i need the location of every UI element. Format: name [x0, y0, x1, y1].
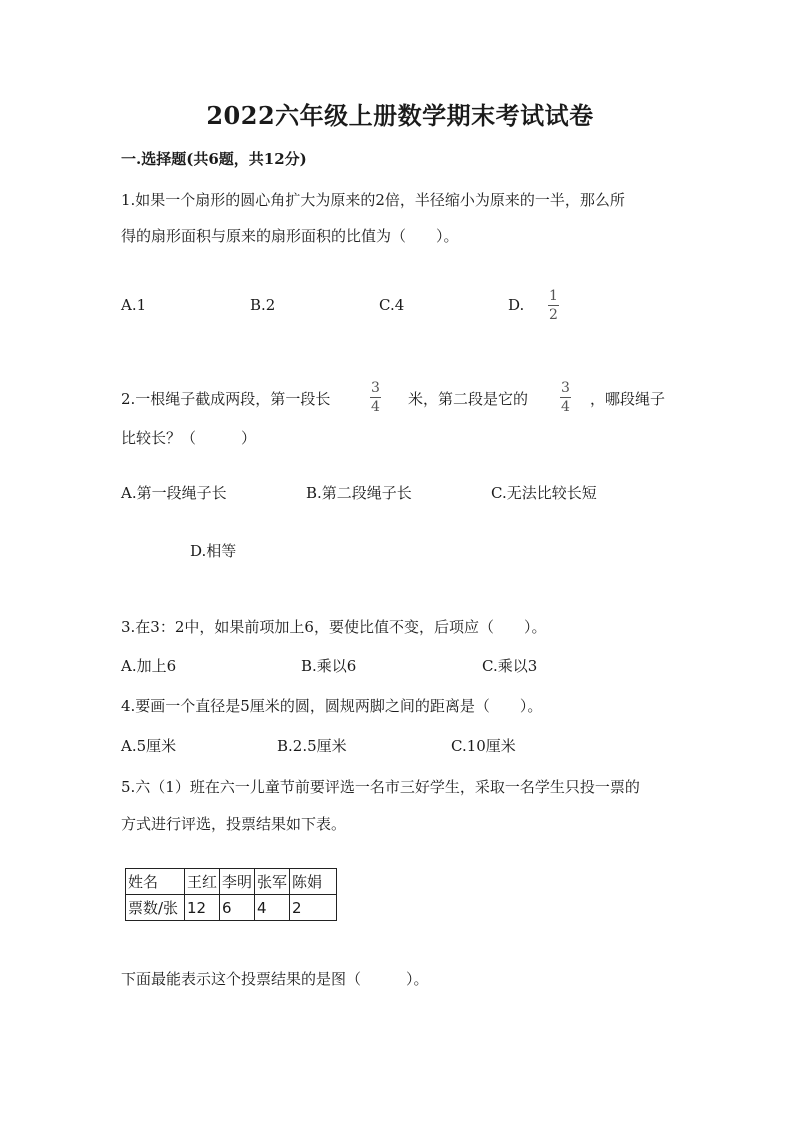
q4-option-c[interactable]: C.10厘米 [451, 737, 516, 755]
fraction-numerator: 3 [561, 380, 570, 396]
q3-option-c[interactable]: C.乘以3 [482, 657, 538, 675]
fraction-denominator: 2 [549, 307, 558, 323]
q4-text: 4.要画一个直径是5厘米的圆，圆规两脚之间的距离是（ ）。 [121, 697, 543, 715]
q1-option-b[interactable]: B.2 [250, 296, 276, 314]
table-header-row [126, 869, 337, 895]
table-cell: 陈娟 [290, 869, 337, 895]
q2-part3: ，哪段绳子 [590, 390, 666, 408]
fraction-numerator: 1 [549, 288, 558, 304]
fraction-bar [560, 397, 571, 398]
q2-option-a[interactable]: A.第一段绳子长 [121, 484, 227, 502]
fraction-denominator: 4 [371, 399, 380, 415]
fraction-denominator: 4 [561, 399, 570, 415]
table-cell: 12 [185, 895, 220, 921]
section-heading: 一.选择题(共6题，共12分) [121, 150, 307, 168]
fraction-bar [548, 305, 559, 306]
q4-option-b[interactable]: B.2.5厘米 [277, 737, 347, 755]
table-cell: 王红 [185, 869, 220, 895]
q1-option-c[interactable]: C.4 [379, 296, 405, 314]
q1-option-d-fraction [548, 288, 559, 323]
q3-option-b[interactable]: B.乘以6 [301, 657, 357, 675]
q1-option-a[interactable]: A.1 [121, 296, 147, 314]
table-cell: 2 [290, 895, 337, 921]
q3-option-a[interactable]: A.加上6 [121, 657, 177, 675]
q1-line1: 1.如果一个扇形的圆心角扩大为原来的2倍，半径缩小为原来的一半，那么所 [121, 191, 625, 209]
table-cell: 张军 [255, 869, 290, 895]
q5-line1: 5.六（1）班在六一儿童节前要评选一名市三好学生，采取一名学生只投一票的 [121, 778, 640, 796]
table-cell: 4 [255, 895, 290, 921]
table-cell: 6 [220, 895, 255, 921]
table-cell: 李明 [220, 869, 255, 895]
table-cell: 票数/张 [126, 895, 185, 921]
q3-text: 3.在3：2中，如果前项加上6，要使比值不变，后项应（ ）。 [121, 618, 547, 636]
q2-fraction-1 [370, 380, 381, 415]
vote-table [125, 868, 337, 921]
q5-question: 下面最能表示这个投票结果的是图（ ）。 [121, 970, 429, 988]
q2-option-c[interactable]: C.无法比较长短 [491, 484, 597, 502]
q4-option-a[interactable]: A.5厘米 [121, 737, 177, 755]
q2-part1: 2.一根绳子截成两段，第一段长 [121, 390, 331, 408]
page-title: 2022六年级上册数学期末考试试卷 [206, 101, 594, 130]
table-row [126, 895, 337, 921]
q2-option-b[interactable]: B.第二段绳子长 [306, 484, 412, 502]
fraction-numerator: 3 [371, 380, 380, 396]
q2-part2: 米，第二段是它的 [408, 390, 529, 408]
q5-line2: 方式进行评选，投票结果如下表。 [121, 815, 347, 833]
q1-line2: 得的扇形面积与原来的扇形面积的比值为（ ）。 [121, 227, 459, 245]
table-cell: 姓名 [126, 869, 185, 895]
fraction-bar [370, 397, 381, 398]
q2-line2: 比较长？（ ） [121, 429, 257, 447]
q2-fraction-2 [560, 380, 571, 415]
q2-option-d[interactable]: D.相等 [190, 542, 237, 560]
q1-option-d[interactable]: D. [508, 296, 525, 314]
